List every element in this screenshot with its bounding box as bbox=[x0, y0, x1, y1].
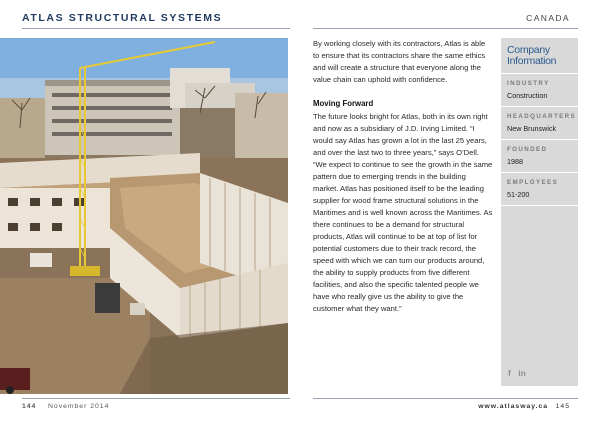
footer-right bbox=[313, 398, 578, 414]
sidebar-field-headquarters bbox=[501, 106, 578, 139]
header-left bbox=[22, 8, 290, 29]
sidebar-field-employees bbox=[501, 172, 578, 206]
company-info-sidebar bbox=[501, 38, 578, 386]
section-heading: Moving Forward bbox=[313, 99, 374, 108]
sidebar-field-founded bbox=[501, 139, 578, 172]
facebook-icon[interactable]: f bbox=[508, 368, 511, 378]
social-links bbox=[508, 368, 531, 378]
field-label: EMPLOYEES bbox=[507, 179, 559, 186]
footer-left bbox=[22, 398, 290, 414]
construction-site-photo bbox=[0, 38, 288, 394]
field-value: New Brunswick bbox=[507, 124, 557, 133]
article-column bbox=[313, 38, 493, 327]
field-label: HEADQUARTERS bbox=[507, 113, 577, 120]
sidebar-field-industry bbox=[501, 73, 578, 106]
article-intro-paragraph: By working closely with its contractors, Atlas is able to ensure that its contractors share the same ethics and will create a structure that everyone along the value chain can uphold with confidence. bbox=[313, 39, 486, 84]
sidebar-title: Company Information bbox=[507, 44, 557, 67]
issue-date: November 2014 bbox=[48, 403, 110, 410]
page-number-left: 144 bbox=[22, 403, 37, 410]
field-label: FOUNDED bbox=[507, 146, 548, 153]
region-label: CANADA bbox=[526, 13, 570, 23]
field-value: Construction bbox=[507, 91, 548, 100]
article-body-paragraph: The future looks bright for Atlas, both in its own right and now as a subsidiary of J.D. Irving Limited. “I would say Atlas has grown a lot in the last 25 years, and over the last two to three years,” says O’Dell. “We expect to continue to see the growth in the same pattern due to emerging trends in the building market. Atlas has positioned itself to be the leading supplier for wood frame structural solutions in the Maritimes and is well known across the Maritimes. As there continues to be a demand for structural products, Atlas will continue to be at top of list for potential customers due to their track record, the speed with which we can turn our products around, the ability to supply products from five different facilities, and also the specific talented people we have who really give us the ability to give the customer what they want.” bbox=[313, 112, 493, 313]
linkedin-icon[interactable]: in bbox=[518, 368, 526, 378]
field-label: INDUSTRY bbox=[507, 80, 550, 87]
field-value: 51-200 bbox=[507, 190, 530, 199]
page-number-right: 145 bbox=[555, 403, 570, 410]
magazine-section-title: ATLAS STRUCTURAL SYSTEMS bbox=[22, 12, 223, 24]
header-right bbox=[313, 8, 578, 29]
field-value: 1988 bbox=[507, 157, 523, 166]
website-link[interactable]: www.atlasway.ca bbox=[478, 403, 548, 410]
